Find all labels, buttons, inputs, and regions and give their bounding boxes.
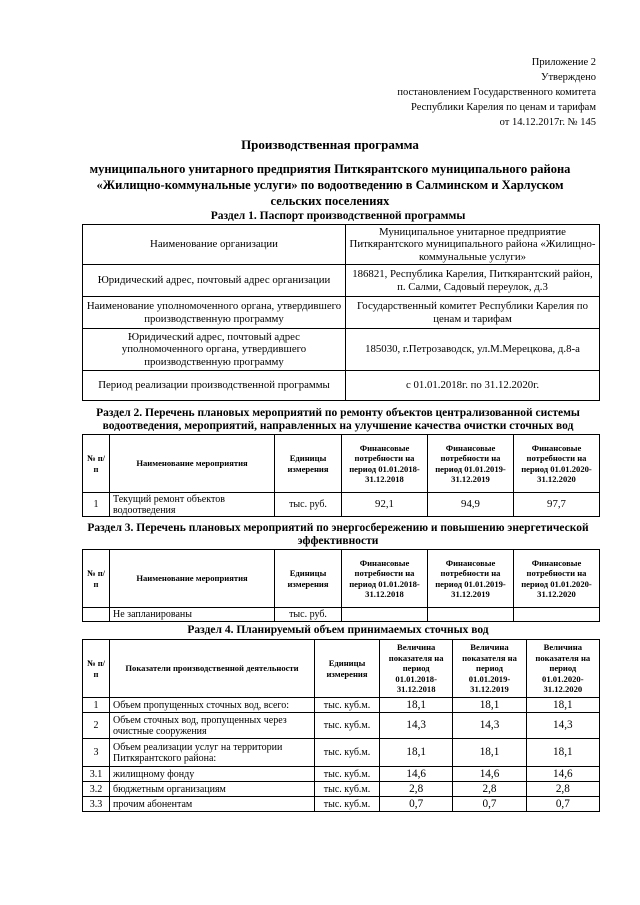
table-row bbox=[83, 797, 600, 812]
passport-label: Период реализации производственной программы bbox=[83, 371, 346, 401]
row-name: жилищному фонду bbox=[110, 767, 315, 782]
row-value-2020 bbox=[514, 608, 600, 622]
col-unit-header: Единицы измерения bbox=[275, 550, 342, 608]
table-row bbox=[83, 767, 600, 782]
row-value-2019: 2,8 bbox=[453, 782, 526, 797]
row-unit: тыс. куб.м. bbox=[315, 739, 380, 767]
col-unit-header: Единицы измерения bbox=[275, 435, 342, 493]
row-unit: тыс. куб.м. bbox=[315, 713, 380, 739]
col-period2-header: Финансовые потребности на период 01.01.2019-31.12.2019 bbox=[428, 550, 514, 608]
row-name: Не запланированы bbox=[110, 608, 275, 622]
table-row bbox=[83, 371, 600, 401]
passport-value: с 01.01.2018г. по 31.12.2020г. bbox=[346, 371, 600, 401]
table-row bbox=[83, 265, 600, 297]
approval-date: от 14.12.2017г. № 145 bbox=[499, 117, 596, 128]
row-value-2018: 18,1 bbox=[380, 739, 453, 767]
passport-label: Юридический адрес, почтовый адрес уполномоченного органа, утвердившего производственную программу bbox=[83, 329, 346, 371]
row-unit: тыс. куб.м. bbox=[315, 782, 380, 797]
row-value-2018: 92,1 bbox=[342, 493, 428, 517]
energy-plan-table bbox=[82, 549, 600, 622]
row-num: 1 bbox=[83, 493, 110, 517]
table-row bbox=[83, 297, 600, 329]
row-value-2018: 18,1 bbox=[380, 698, 453, 713]
col-num-header: № п/п bbox=[83, 640, 110, 698]
repair-plan-table bbox=[82, 434, 600, 517]
approval-authority: Республики Карелия по ценам и тарифам bbox=[411, 102, 596, 113]
row-num: 3.2 bbox=[83, 782, 110, 797]
row-value-2020: 14,6 bbox=[526, 767, 599, 782]
col-unit-header: Единицы измерения bbox=[315, 640, 380, 698]
col-name-header: Показатели производственной деятельности bbox=[110, 640, 315, 698]
table-header-row bbox=[83, 640, 600, 698]
appendix-label: Приложение 2 bbox=[531, 57, 596, 68]
passport-value: Муниципальное унитарное предприятие Питкярантского муниципального района «Жилищно-коммунальные услуги» bbox=[346, 225, 600, 265]
section2-title: Раздел 2. Перечень плановых мероприятий по ремонту объектов централизованной системы водоотведения, мероприятий, направленных на улучшение качества очистки сточных вод bbox=[96, 407, 580, 432]
passport-value: 186821, Республика Карелия, Питкярантский район, п. Салми, Садовый переулок, д.3 bbox=[346, 265, 600, 297]
col-name-header: Наименование мероприятия bbox=[110, 550, 275, 608]
passport-table bbox=[82, 224, 600, 401]
row-num bbox=[83, 608, 110, 622]
col-period3-header: Величина показателя на период 01.01.2020-31.12.2020 bbox=[526, 640, 599, 698]
col-period3-header: Финансовые потребности на период 01.01.2020-31.12.2020 bbox=[514, 435, 600, 493]
row-num: 1 bbox=[83, 698, 110, 713]
row-value-2019: 0,7 bbox=[453, 797, 526, 812]
approved-label: Утверждено bbox=[541, 72, 596, 83]
approval-block bbox=[397, 55, 596, 130]
row-value-2019: 14,3 bbox=[453, 713, 526, 739]
subtitle-line: «Жилищно-коммунальные услуги» по водоотведению в Салминском и Харлуском bbox=[96, 178, 564, 192]
row-value-2019: 18,1 bbox=[453, 739, 526, 767]
row-value-2019: 18,1 bbox=[453, 698, 526, 713]
row-name: Объем пропущенных сточных вод, всего: bbox=[110, 698, 315, 713]
document-subtitle bbox=[60, 161, 600, 209]
row-value-2018: 0,7 bbox=[380, 797, 453, 812]
subtitle-line: муниципального унитарного предприятия Питкярантского муниципального района bbox=[89, 162, 571, 176]
row-value-2020: 2,8 bbox=[526, 782, 599, 797]
table-row bbox=[83, 329, 600, 371]
wastewater-volume-table bbox=[82, 639, 600, 812]
table-row bbox=[83, 739, 600, 767]
row-name: Объем сточных вод, пропущенных через очистные сооружения bbox=[110, 713, 315, 739]
passport-value: 185030, г.Петрозаводск, ул.М.Мерецкова, д.8-а bbox=[346, 329, 600, 371]
section1-title: Раздел 1. Паспорт производственной программы bbox=[210, 210, 466, 222]
col-num-header: № п/п bbox=[83, 550, 110, 608]
row-value-2020: 14,3 bbox=[526, 713, 599, 739]
row-num: 3.3 bbox=[83, 797, 110, 812]
table-header-row bbox=[83, 550, 600, 608]
col-period1-header: Финансовые потребности на период 01.01.2018-31.12.2018 bbox=[342, 550, 428, 608]
row-value-2018: 2,8 bbox=[380, 782, 453, 797]
row-value-2018 bbox=[342, 608, 428, 622]
approval-decree: постановлением Государственного комитета bbox=[397, 87, 596, 98]
row-name: Объем реализации услуг на территории Питкярантского района: bbox=[110, 739, 315, 767]
section3-title: Раздел 3. Перечень плановых мероприятий по энергосбережению и повышению энергетической эффективности bbox=[87, 522, 589, 547]
passport-label: Наименование уполномоченного органа, утвердившего производственную программу bbox=[83, 297, 346, 329]
subtitle-line: сельских поселениях bbox=[270, 194, 390, 208]
row-value-2019 bbox=[428, 608, 514, 622]
row-name: бюджетным организациям bbox=[110, 782, 315, 797]
table-row bbox=[83, 782, 600, 797]
row-num: 3.1 bbox=[83, 767, 110, 782]
row-unit: тыс. руб. bbox=[275, 608, 342, 622]
row-name: Текущий ремонт объектов водоотведения bbox=[110, 493, 275, 517]
row-value-2020: 18,1 bbox=[526, 739, 599, 767]
col-period2-header: Величина показателя на период 01.01.2019-31.12.2019 bbox=[453, 640, 526, 698]
col-num-header: № п/п bbox=[83, 435, 110, 493]
table-row bbox=[83, 698, 600, 713]
col-period1-header: Величина показателя на период 01.01.2018-31.12.2018 bbox=[380, 640, 453, 698]
table-row bbox=[83, 493, 600, 517]
row-value-2019: 14,6 bbox=[453, 767, 526, 782]
row-num: 2 bbox=[83, 713, 110, 739]
row-value-2019: 94,9 bbox=[428, 493, 514, 517]
row-unit: тыс. куб.м. bbox=[315, 698, 380, 713]
table-row bbox=[83, 713, 600, 739]
row-value-2018: 14,3 bbox=[380, 713, 453, 739]
section4-title: Раздел 4. Планируемый объем принимаемых сточных вод bbox=[187, 624, 489, 636]
col-period1-header: Финансовые потребности на период 01.01.2018-31.12.2018 bbox=[342, 435, 428, 493]
row-unit: тыс. куб.м. bbox=[315, 767, 380, 782]
row-unit: тыс. руб. bbox=[275, 493, 342, 517]
col-name-header: Наименование мероприятия bbox=[110, 435, 275, 493]
table-row bbox=[83, 225, 600, 265]
passport-label: Юридический адрес, почтовый адрес организации bbox=[83, 265, 346, 297]
col-period2-header: Финансовые потребности на период 01.01.2019-31.12.2019 bbox=[428, 435, 514, 493]
document-title: Производственная программа bbox=[241, 137, 419, 152]
passport-label: Наименование организации bbox=[83, 225, 346, 265]
row-value-2020: 97,7 bbox=[514, 493, 600, 517]
col-period3-header: Финансовые потребности на период 01.01.2020-31.12.2020 bbox=[514, 550, 600, 608]
row-value-2020: 18,1 bbox=[526, 698, 599, 713]
table-header-row bbox=[83, 435, 600, 493]
row-value-2018: 14,6 bbox=[380, 767, 453, 782]
table-row bbox=[83, 608, 600, 622]
row-num: 3 bbox=[83, 739, 110, 767]
row-name: прочим абонентам bbox=[110, 797, 315, 812]
row-unit: тыс. куб.м. bbox=[315, 797, 380, 812]
passport-value: Государственный комитет Республики Карелия по ценам и тарифам bbox=[346, 297, 600, 329]
row-value-2020: 0,7 bbox=[526, 797, 599, 812]
